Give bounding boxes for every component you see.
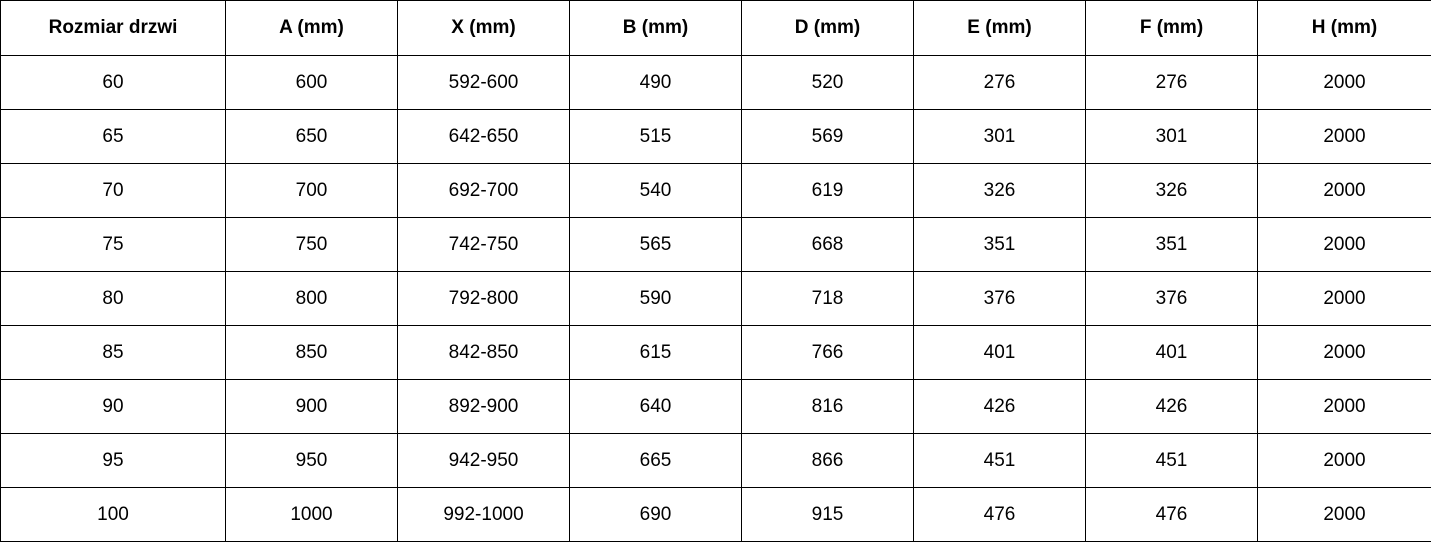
- cell-h: 2000: [1258, 380, 1431, 434]
- cell-b: 665: [570, 434, 742, 488]
- cell-f: 401: [1086, 326, 1258, 380]
- cell-x: 992-1000: [398, 488, 570, 542]
- cell-d: 619: [742, 164, 914, 218]
- cell-d: 718: [742, 272, 914, 326]
- cell-h: 2000: [1258, 56, 1431, 110]
- cell-b: 590: [570, 272, 742, 326]
- table-row: [1, 272, 1431, 326]
- cell-e: 401: [914, 326, 1086, 380]
- column-header-e: E (mm): [914, 1, 1086, 56]
- cell-b: 540: [570, 164, 742, 218]
- cell-x: 592-600: [398, 56, 570, 110]
- cell-f: 326: [1086, 164, 1258, 218]
- table-row: [1, 218, 1431, 272]
- cell-a: 900: [226, 380, 398, 434]
- cell-b: 490: [570, 56, 742, 110]
- cell-e: 276: [914, 56, 1086, 110]
- table-row: [1, 110, 1431, 164]
- cell-f: 276: [1086, 56, 1258, 110]
- column-header-b: B (mm): [570, 1, 742, 56]
- cell-f: 451: [1086, 434, 1258, 488]
- cell-b: 690: [570, 488, 742, 542]
- cell-f: 426: [1086, 380, 1258, 434]
- table-row: [1, 434, 1431, 488]
- cell-h: 2000: [1258, 110, 1431, 164]
- cell-size: 85: [1, 326, 226, 380]
- cell-d: 569: [742, 110, 914, 164]
- cell-size: 90: [1, 380, 226, 434]
- cell-a: 850: [226, 326, 398, 380]
- cell-size: 95: [1, 434, 226, 488]
- cell-f: 301: [1086, 110, 1258, 164]
- cell-h: 2000: [1258, 488, 1431, 542]
- cell-b: 615: [570, 326, 742, 380]
- column-header-a: A (mm): [226, 1, 398, 56]
- cell-d: 866: [742, 434, 914, 488]
- cell-x: 842-850: [398, 326, 570, 380]
- cell-h: 2000: [1258, 164, 1431, 218]
- cell-h: 2000: [1258, 272, 1431, 326]
- cell-a: 600: [226, 56, 398, 110]
- cell-x: 692-700: [398, 164, 570, 218]
- cell-a: 800: [226, 272, 398, 326]
- column-header-h: H (mm): [1258, 1, 1431, 56]
- cell-b: 565: [570, 218, 742, 272]
- cell-f: 376: [1086, 272, 1258, 326]
- cell-x: 742-750: [398, 218, 570, 272]
- cell-f: 351: [1086, 218, 1258, 272]
- cell-x: 942-950: [398, 434, 570, 488]
- cell-a: 700: [226, 164, 398, 218]
- column-header-rozmiar-drzwi: Rozmiar drzwi: [1, 1, 226, 56]
- cell-size: 80: [1, 272, 226, 326]
- cell-size: 70: [1, 164, 226, 218]
- cell-b: 515: [570, 110, 742, 164]
- cell-e: 326: [914, 164, 1086, 218]
- cell-h: 2000: [1258, 326, 1431, 380]
- cell-e: 426: [914, 380, 1086, 434]
- cell-a: 950: [226, 434, 398, 488]
- column-header-x: X (mm): [398, 1, 570, 56]
- cell-x: 642-650: [398, 110, 570, 164]
- cell-h: 2000: [1258, 218, 1431, 272]
- cell-e: 301: [914, 110, 1086, 164]
- cell-size: 75: [1, 218, 226, 272]
- table-row: [1, 380, 1431, 434]
- cell-e: 451: [914, 434, 1086, 488]
- cell-x: 892-900: [398, 380, 570, 434]
- column-header-d: D (mm): [742, 1, 914, 56]
- table-row: [1, 164, 1431, 218]
- table-row: [1, 488, 1431, 542]
- cell-d: 915: [742, 488, 914, 542]
- cell-size: 65: [1, 110, 226, 164]
- table-body: [1, 56, 1431, 542]
- cell-d: 816: [742, 380, 914, 434]
- cell-d: 520: [742, 56, 914, 110]
- cell-size: 60: [1, 56, 226, 110]
- cell-e: 351: [914, 218, 1086, 272]
- column-header-f: F (mm): [1086, 1, 1258, 56]
- cell-e: 376: [914, 272, 1086, 326]
- cell-f: 476: [1086, 488, 1258, 542]
- cell-a: 750: [226, 218, 398, 272]
- cell-size: 100: [1, 488, 226, 542]
- cell-x: 792-800: [398, 272, 570, 326]
- table-row: [1, 56, 1431, 110]
- cell-d: 766: [742, 326, 914, 380]
- table-header: [1, 1, 1431, 56]
- cell-e: 476: [914, 488, 1086, 542]
- cell-d: 668: [742, 218, 914, 272]
- cell-b: 640: [570, 380, 742, 434]
- cell-a: 650: [226, 110, 398, 164]
- cell-a: 1000: [226, 488, 398, 542]
- table-row: [1, 326, 1431, 380]
- cell-h: 2000: [1258, 434, 1431, 488]
- table-header-row: [1, 1, 1431, 56]
